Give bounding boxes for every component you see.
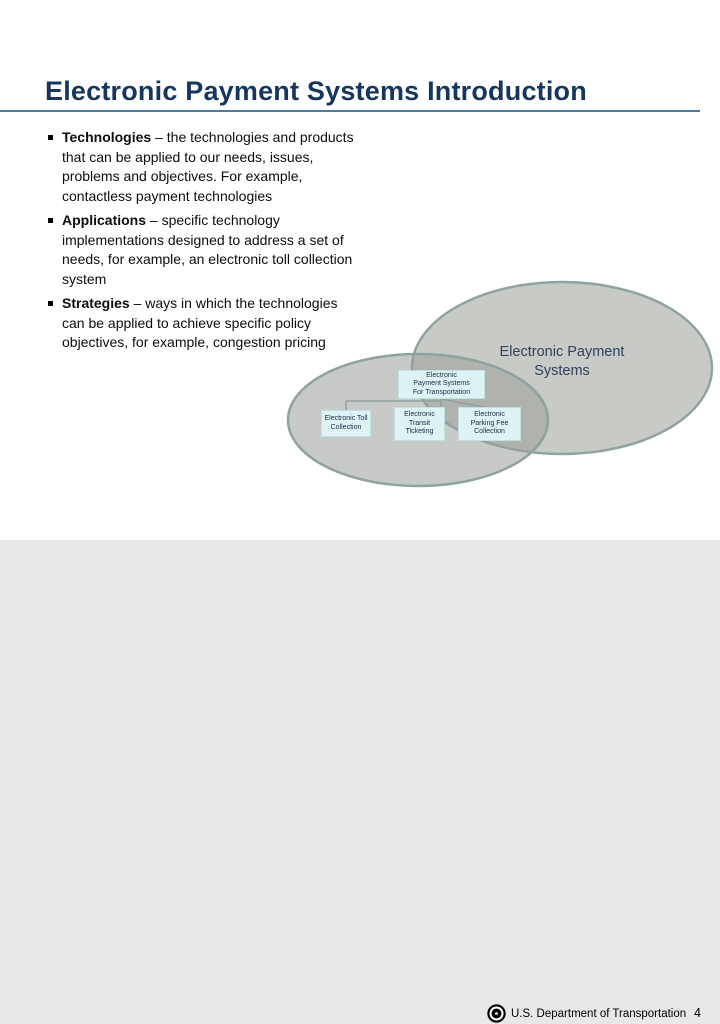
org-child2-line2: Transit: [408, 419, 431, 427]
org-root-line1: Electronic: [426, 371, 457, 379]
bullet-square-icon: [48, 218, 53, 223]
slide-footer: [0, 500, 720, 1020]
bullet-body: [62, 211, 358, 289]
bullet-item-applications: [48, 211, 360, 289]
bullet-item-technologies: [48, 128, 360, 206]
org-child1-line2: Collection: [330, 423, 362, 431]
slide-title: Electronic Payment Systems Introduction: [45, 76, 587, 106]
bullet-term: Strategies: [62, 295, 130, 311]
footer-organization: U.S. Department of Transportation: [511, 1008, 687, 1020]
bullet-square-icon: [48, 301, 53, 306]
outer-ellipse-label-line1: Electronic Payment: [499, 344, 625, 360]
bullet-item-strategies: [48, 294, 360, 353]
bullet-square-icon: [48, 135, 53, 140]
org-child1-line1: Electronic Toll: [324, 415, 368, 422]
bullet-list: [48, 128, 360, 358]
org-root-line3: For Transportation: [412, 388, 471, 396]
bullet-body: [62, 128, 358, 206]
outer-ellipse-label: [462, 343, 662, 381]
bullet-term: Applications: [62, 212, 147, 228]
bullet-text: – the technologies and products that can be applied to our needs, issues, problems and objectives. For example, contactless payment technologies: [62, 129, 354, 204]
bullet-text: – specific technology implementations designed to address a set of needs, for example, an electronic toll collection system: [62, 212, 353, 287]
org-child2-line3: Ticketing: [405, 428, 434, 436]
bullet-term: Technologies: [62, 129, 152, 145]
org-child3-line2: Parking Fee: [470, 419, 509, 427]
us-dot-logo-icon: [486, 1003, 507, 1024]
page-number: 4: [694, 1006, 701, 1020]
org-child-box-parking: [458, 407, 521, 441]
org-root-box: [398, 370, 485, 399]
org-child-box-transit: [394, 407, 445, 441]
bullet-body: [62, 294, 358, 353]
outer-ellipse-label-line2: Systems: [534, 363, 590, 379]
org-child2-line1: Electronic: [404, 411, 435, 419]
bullet-text: – ways in which the technologies can be applied to achieve specific policy objectives, for example, congestion pricing: [62, 295, 338, 350]
org-root-line2: Payment Systems: [413, 380, 470, 388]
org-child3-line3: Collection: [474, 428, 505, 436]
org-child3-line1: Electronic: [474, 411, 505, 419]
org-child-box-toll: [321, 410, 371, 437]
title-underline: [0, 110, 700, 112]
